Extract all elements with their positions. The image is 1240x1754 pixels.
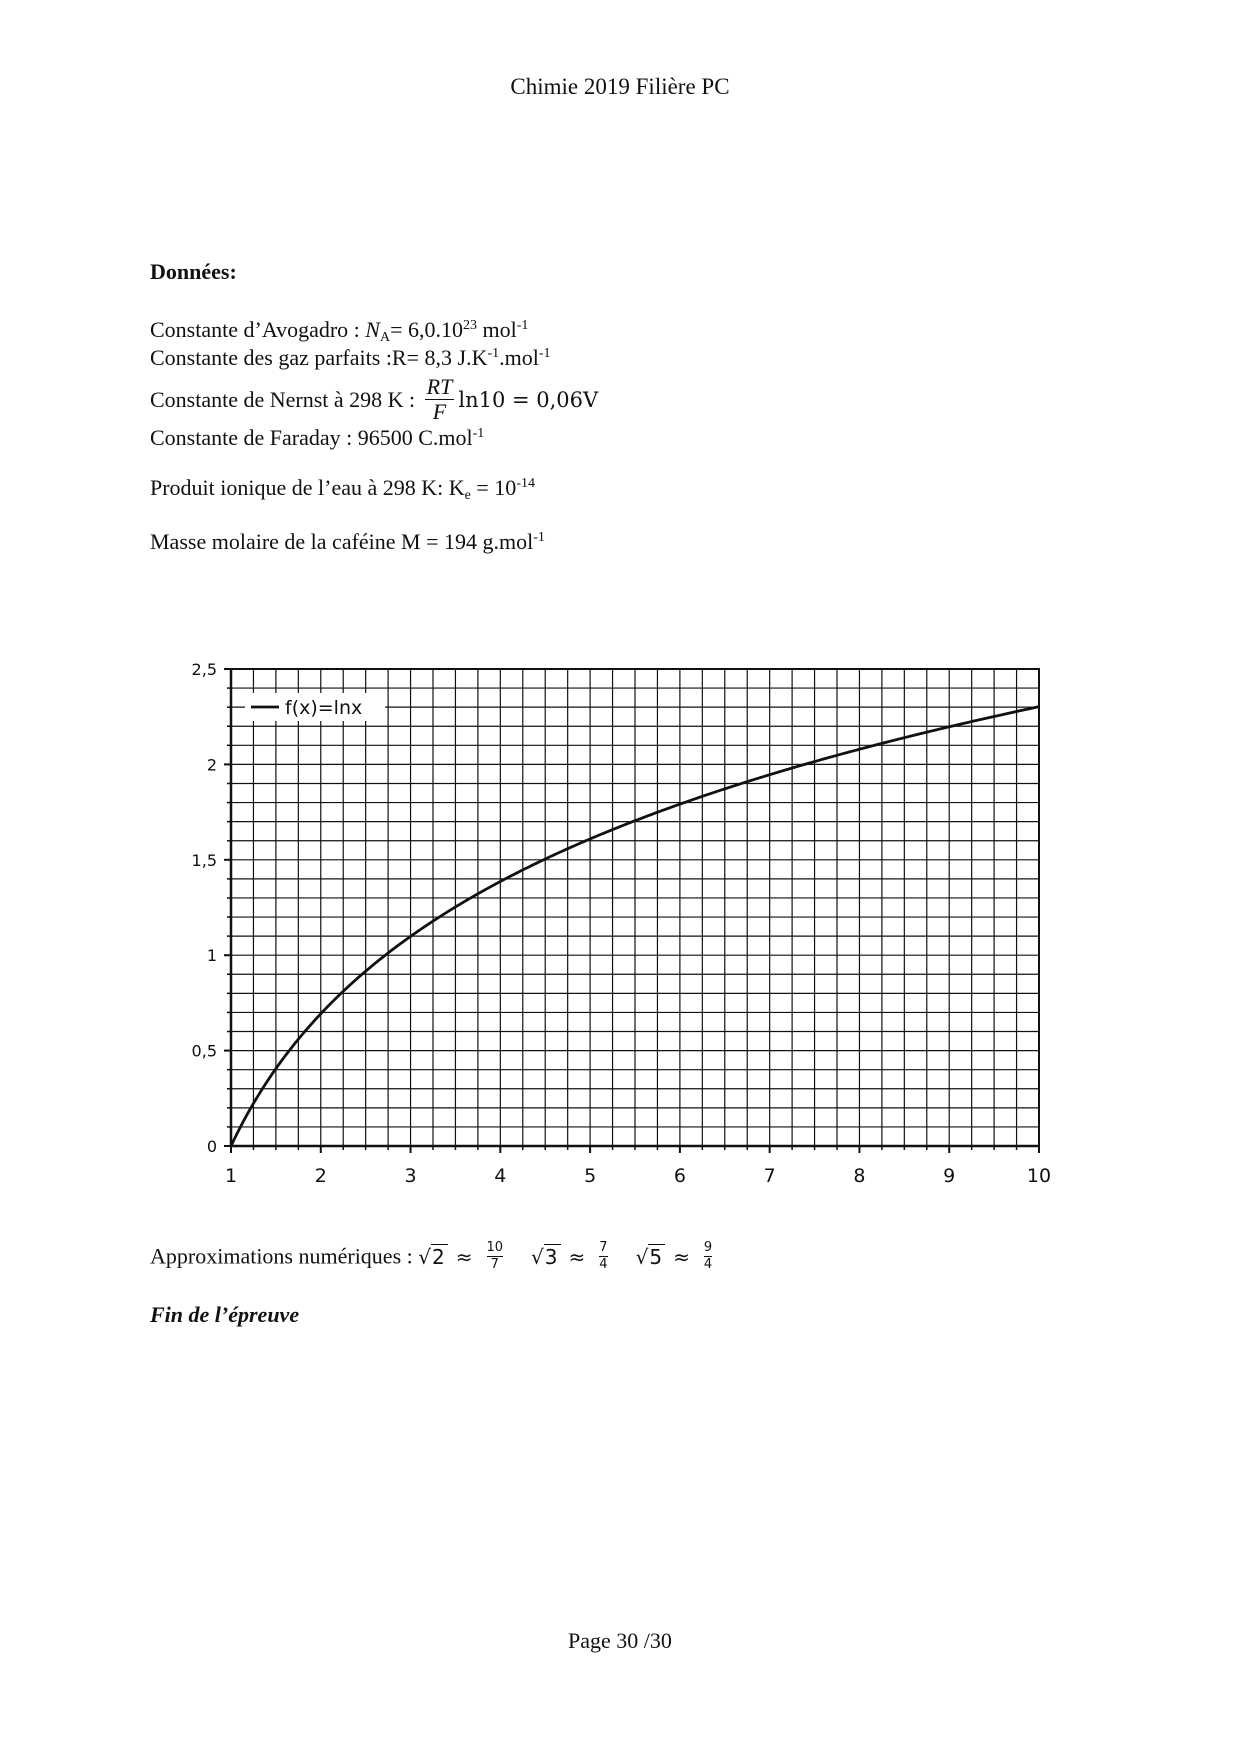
approx-fraction — [704, 1240, 712, 1273]
avogadro-unit: mol — [477, 317, 517, 342]
nernst-denominator: F — [432, 399, 447, 425]
nernst-label: Constante de Nernst à 298 K : — [150, 386, 421, 412]
avogadro-symbol: N — [365, 317, 380, 342]
x-tick-label: 3 — [404, 1165, 417, 1187]
sqrt-expression — [531, 1244, 560, 1269]
faraday-label: Constante de Faraday : 96500 C.mol — [150, 425, 473, 450]
end-of-exam: Fin de l’épreuve — [150, 1302, 300, 1327]
x-tick-label: 2 — [314, 1165, 327, 1187]
x-tick-label: 8 — [853, 1165, 866, 1187]
approx-symbol: ≈ — [455, 1244, 473, 1269]
legend-label: f(x)=lnx — [285, 697, 363, 719]
fraction-numerator: 9 — [703, 1240, 713, 1255]
sqrt-symbol: √ — [418, 1244, 431, 1269]
gaz-exp1: -1 — [487, 346, 500, 361]
approx-fraction — [487, 1240, 504, 1273]
avogadro-label: Constante d’Avogadro : — [150, 317, 366, 342]
fraction-denominator: 4 — [599, 1257, 608, 1272]
fraction-numerator: 7 — [599, 1240, 608, 1255]
approx-symbol: ≈ — [673, 1244, 690, 1269]
sqrt-symbol: √ — [635, 1244, 649, 1269]
faraday-exp: -1 — [472, 426, 485, 441]
eau-exp: -14 — [516, 476, 535, 491]
approximations-line — [150, 1240, 740, 1273]
approximations-label: Approximations numériques : — [150, 1243, 419, 1269]
x-tick-label: 7 — [763, 1165, 776, 1187]
gaz-mid: .mol — [499, 345, 539, 370]
y-tick-label: 0,5 — [191, 1041, 217, 1061]
page-header: Chimie 2019 Filière PC — [510, 74, 730, 99]
section-heading: Données: — [150, 259, 237, 284]
sqrt-symbol: √ — [531, 1244, 544, 1269]
sqrt-radicand: 3 — [544, 1244, 561, 1269]
nernst-numerator: RT — [426, 374, 453, 400]
avogadro-value: = 6,0.10 — [390, 317, 464, 342]
nernst-rhs: ln10 = 0,06V — [458, 387, 599, 412]
x-tick-label: 10 — [1026, 1165, 1052, 1187]
fraction-denominator: 7 — [490, 1257, 499, 1272]
eau-label: Produit ionique de l’eau à 298 K: K — [150, 475, 465, 500]
approximation-item — [418, 1240, 509, 1272]
approximations-items — [418, 1240, 740, 1272]
approx-fraction — [599, 1240, 607, 1273]
y-tick-label: 1 — [206, 946, 217, 966]
sqrt-expression — [418, 1244, 447, 1269]
y-tick-label: 0 — [206, 1137, 217, 1156]
gaz-exp2: -1 — [538, 346, 551, 361]
x-tick-label: 4 — [494, 1165, 507, 1187]
avogadro-unit-exp: -1 — [516, 318, 529, 333]
eau-mid: = 10 — [470, 475, 517, 500]
approximation-item — [531, 1240, 614, 1272]
sqrt-expression — [636, 1244, 665, 1269]
y-tick-label: 2 — [206, 755, 217, 775]
fraction-denominator: 4 — [703, 1257, 713, 1272]
x-tick-label: 5 — [584, 1165, 597, 1187]
avogadro-symbol-sub: A — [379, 330, 391, 345]
y-tick-label: 2,5 — [191, 660, 217, 679]
fraction-numerator: 10 — [486, 1240, 504, 1255]
cafeine-label: Masse molaire de la caféine M = 194 g.mol — [150, 529, 534, 554]
sqrt-radicand: 2 — [431, 1244, 448, 1269]
page-footer: Page 30 /30 — [568, 1628, 672, 1653]
approx-symbol: ≈ — [568, 1244, 586, 1269]
approximation-item — [635, 1240, 719, 1272]
x-tick-label: 6 — [673, 1165, 686, 1187]
sqrt-radicand: 5 — [648, 1244, 665, 1269]
x-tick-label: 9 — [943, 1165, 956, 1187]
y-tick-label: 1,5 — [191, 850, 217, 870]
x-tick-label: 1 — [224, 1165, 238, 1187]
cafeine-exp: -1 — [533, 530, 545, 545]
gaz-label: Constante des gaz parfaits :R= 8,3 J.K — [150, 345, 488, 370]
avogadro-exponent: 23 — [463, 318, 478, 333]
eau-sub: e — [464, 488, 471, 503]
